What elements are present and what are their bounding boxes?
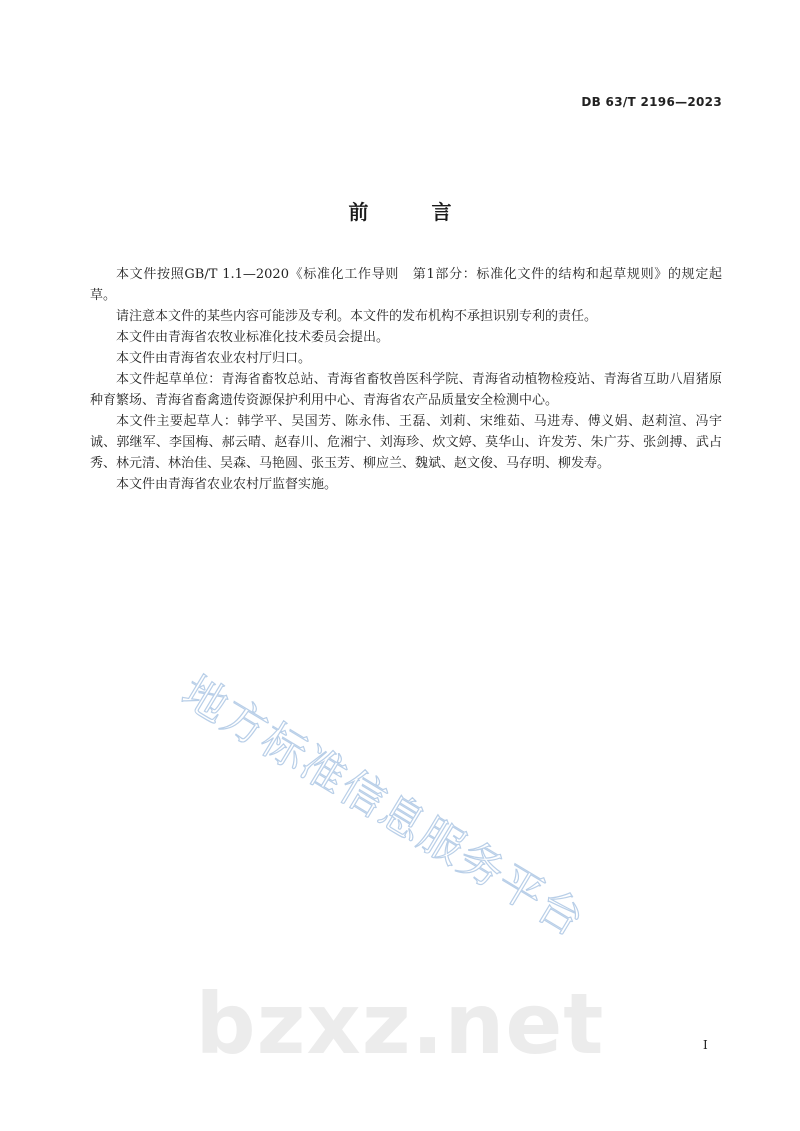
paragraph-supervised-by: 本文件由青海省农业农村厅监督实施。 bbox=[116, 477, 338, 492]
site-watermark: bzxz.net bbox=[195, 975, 605, 1073]
paragraph-patent-notice: 请注意本文件的某些内容可能涉及专利。本文件的发布机构不承担识别专利的责任。 bbox=[116, 309, 598, 324]
foreword-body bbox=[90, 264, 722, 495]
page-title: 前 言 bbox=[348, 200, 480, 224]
document-code: DB 63/T 2196—2023 bbox=[581, 95, 722, 109]
watermark-text: 地方标准信息服务平台 bbox=[173, 666, 594, 948]
paragraph-drafters: 本文件主要起草人：韩学平、吴国芳、陈永伟、王磊、刘莉、宋维茹、马进寿、傅义娟、赵莉渲、冯宇诚、郭继军、李国梅、郝云晴、赵春川、危湘宁、刘海珍、炊文婷、莫华山、许发芳、朱广芬、张剑搏、武占秀、林元清、林治佳、吴森、马艳圆、张玉芳、柳应兰、魏斌、赵文俊、马存明、柳发寿。 bbox=[90, 414, 722, 471]
paragraph-drafting-rules: 本文件按照GB/T 1.1—2020《标准化工作导则 第1部分：标准化文件的结构和起草规则》的规定起草。 bbox=[90, 267, 722, 303]
page-number: I bbox=[703, 1038, 708, 1052]
paragraph-proposed-by: 本文件由青海省农牧业标准化技术委员会提出。 bbox=[116, 330, 390, 345]
paragraph-administered-by: 本文件由青海省农业农村厅归口。 bbox=[116, 351, 312, 366]
paragraph-drafting-organizations: 本文件起草单位：青海省畜牧总站、青海省畜牧兽医科学院、青海省动植物检疫站、青海省互助八眉猪原种育繁场、青海省畜禽遗传资源保护利用中心、青海省农产品质量安全检测中心。 bbox=[90, 372, 722, 408]
